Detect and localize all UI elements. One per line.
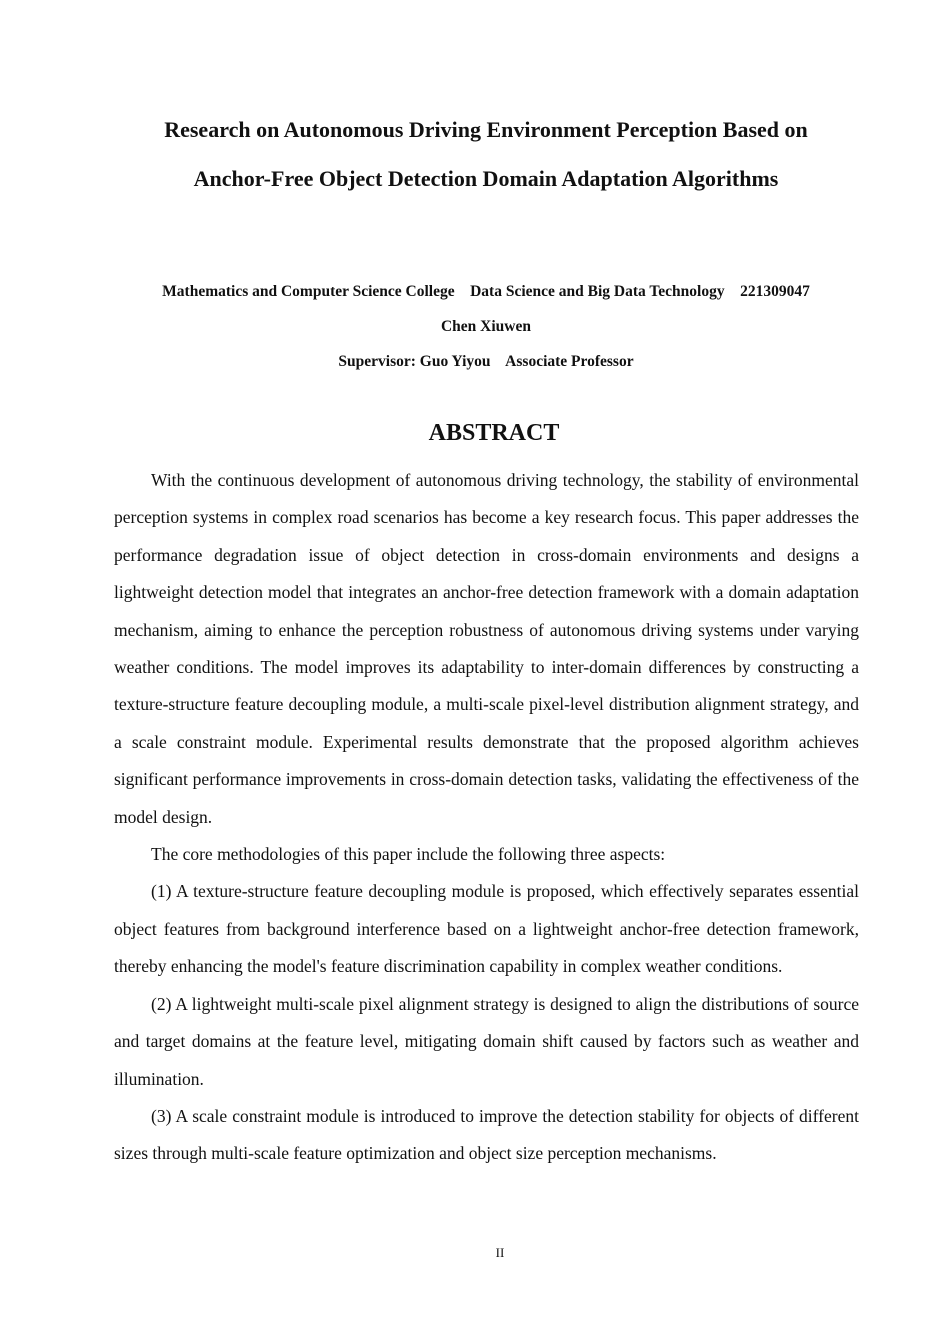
supervisor-line: Supervisor: Guo Yiyou Associate Professor xyxy=(338,353,634,370)
abstract-paragraph-3: (1) A texture-structure feature decoupling module is proposed, which effectively separates essential object features from background interference based on a lightweight anchor-free detection framework, thereby enhancing the model's feature discrimination capability in complex weather conditions. xyxy=(114,881,859,977)
abstract-paragraph-5: (3) A scale constraint module is introduced to improve the detection stability for objects of different sizes through multi-scale feature optimization and object size perception mechanisms. xyxy=(114,1105,859,1164)
paper-title-line-1: Research on Autonomous Driving Environment Perception Based on xyxy=(164,117,808,142)
abstract-paragraph-4: (2) A lightweight multi-scale pixel alignment strategy is designed to align the distributions of source and target domains at the feature level, mitigating domain shift caused by factors such as weather and illumination. xyxy=(114,993,859,1089)
abstract-heading: ABSTRACT xyxy=(428,420,560,446)
author-name: Chen Xiuwen xyxy=(440,318,531,335)
page-number: II xyxy=(495,1245,505,1260)
affiliation-line: Mathematics and Computer Science College Data Science and Big Data Technology 221309047 xyxy=(162,283,810,300)
abstract-paragraph-2: The core methodologies of this paper include the following three aspects: xyxy=(151,844,666,865)
paper-title-line-2: Anchor-Free Object Detection Domain Adaptation Algorithms xyxy=(193,166,779,191)
abstract-body xyxy=(114,462,859,1173)
abstract-paragraph-1: With the continuous development of autonomous driving technology, the stability of environmental perception systems in complex road scenarios has become a key research focus. This paper addresses the performance degradation issue of object detection in cross-domain environments and designs a lightweight detection model that integrates an anchor-free detection framework with a domain adaptation mechanism, aiming to enhance the perception robustness of autonomous driving systems under varying weather conditions. The model improves its adaptability to inter-domain differences by constructing a texture-structure feature decoupling module, a multi-scale pixel-level distribution alignment strategy, and a scale constraint module. Experimental results demonstrate that the proposed algorithm achieves significant performance improvements in cross-domain detection tasks, validating the effectiveness of the model design. xyxy=(114,470,859,827)
